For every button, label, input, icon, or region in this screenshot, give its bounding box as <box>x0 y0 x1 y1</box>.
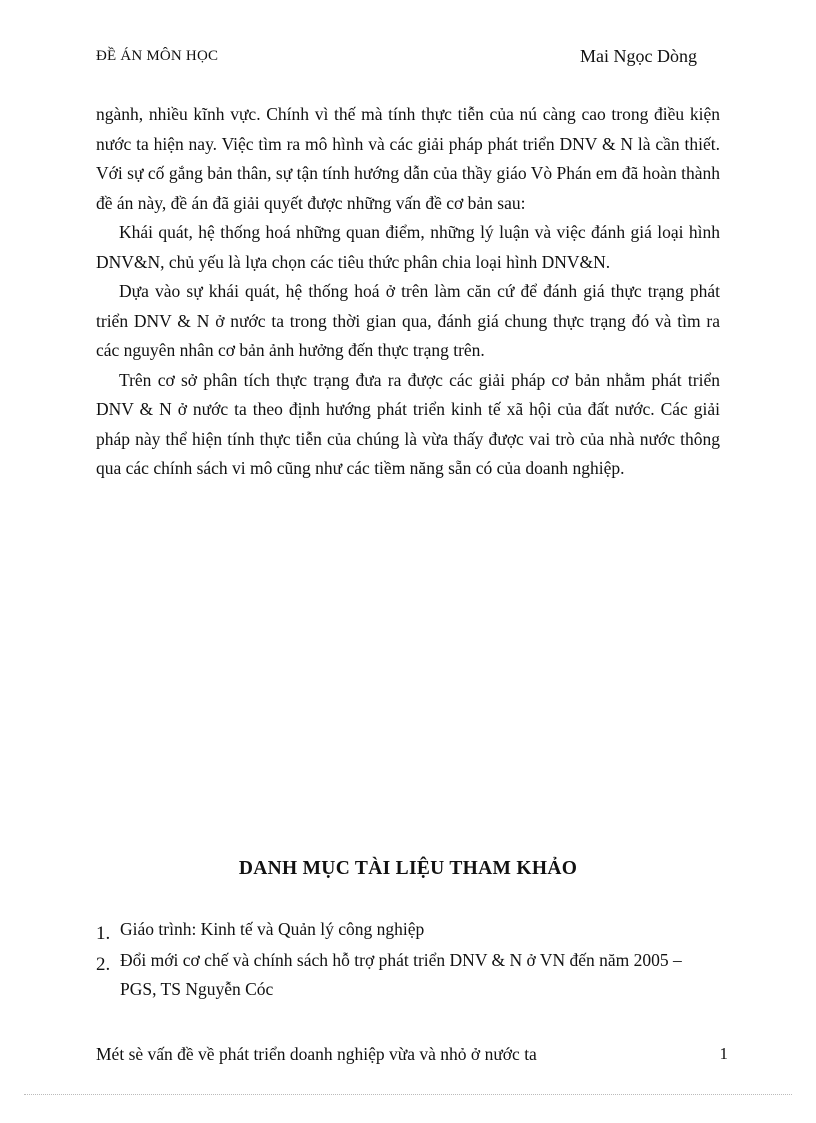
page-bottom-border <box>24 1094 792 1095</box>
reference-text: Đổi mới cơ chế và chính sách hỗ trợ phát triển DNV & N ở VN đến năm 2005 – PGS, TS Nguyễn Cóc <box>120 949 682 999</box>
paragraph-summary-2: Dựa vào sự khái quát, hệ thống hoá ở trên làm căn cứ để đánh giá thực trạng phát triển DNV & N ở nước ta trong thời gian qua, đánh giá chung thực trạng đó và tìm ra các nguyên nhân cơ bản ảnh hưởng đến thực trạng trên. <box>96 281 720 360</box>
footer-document-title: Mét sè vấn đề về phát triển doanh nghiệp vừa và nhỏ ở nước ta <box>96 1044 537 1064</box>
paragraph-summary-3: Trên cơ sở phân tích thực trạng đưa ra được các giải pháp cơ bản nhằm phát triển DNV & N ở nước ta theo định hướng phát triển kinh tế xã hội của đất nước. Các giải pháp này thể hiện tính thực tiễn của chúng là vừa thấy được vai trò của nhà nước thông qua các chính sách vi mô cũng như các tiềm năng sẵn có của doanh nghiệp. <box>96 369 720 478</box>
page-number: 1 <box>719 1044 728 1063</box>
reference-text: Giáo trình: Kinh tế và Quản lý công nghiệp <box>120 919 425 939</box>
references-title: DANH MỤC TÀI LIỆU THAM KHẢO <box>238 858 578 879</box>
reference-number: 2. <box>96 953 111 975</box>
header-author-name: Mai Ngọc Dòng <box>580 46 697 66</box>
reference-item <box>96 915 720 945</box>
body-text <box>96 100 720 484</box>
reference-number: 1. <box>96 923 111 944</box>
header-course-title: ĐỀ ÁN MÔN HỌC <box>96 48 219 64</box>
paragraph-continuation: ngành, nhiều kĩnh vực. Chính vì thế mà tính thực tiễn của nú càng cao trong điều kiện nước ta hiện nay. Việc tìm ra mô hình và các giải pháp phát triển DNV & N là cần thiết. Với sự cố gắng bản thân, sự tận tính hướng dẫn của thầy giáo Vò Phán em đã hoàn thành đề án này, đề án đã giải quyết được những vấn đề cơ bản sau: <box>96 104 720 213</box>
references-list <box>96 915 720 1006</box>
paragraph-summary-1: Khái quát, hệ thống hoá những quan điểm, những lý luận và việc đánh giá loại hình DNV&N, chủ yếu là lựa chọn các tiêu thức phân chia loại hình DNV&N. <box>96 222 720 272</box>
reference-item <box>96 946 720 1005</box>
